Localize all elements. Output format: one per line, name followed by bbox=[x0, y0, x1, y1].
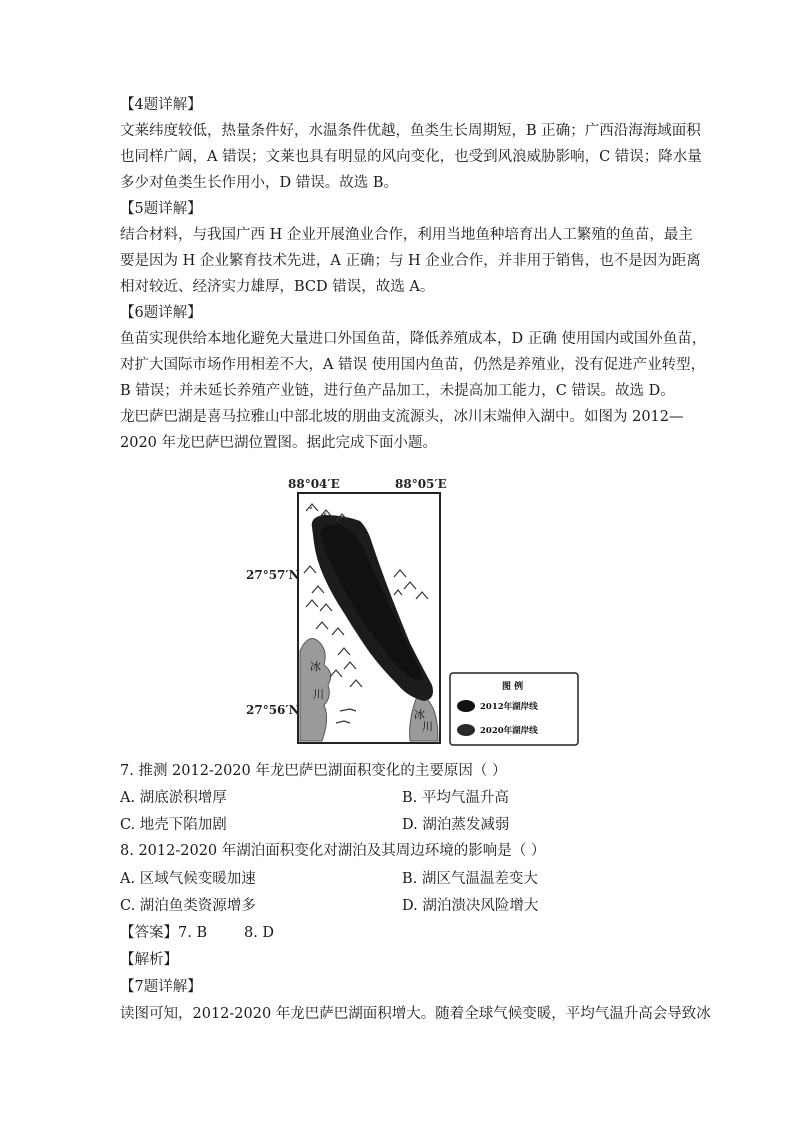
text-line: B 错误；并未延长养殖产业链，进行鱼产品加工，未提高加工能力，C 错误。故选 D。 bbox=[120, 383, 675, 399]
legend-swatch-2012 bbox=[457, 700, 475, 712]
text-line: 文莱纬度较低，热量条件好，水温条件优越，鱼类生长周期短，B 正确；广西沿海海域面积 bbox=[120, 123, 701, 139]
section-heading: 【6题详解】 bbox=[120, 305, 202, 321]
q7-option-a: A. 湖底淤积增厚 bbox=[120, 790, 227, 806]
q8-option-c: C. 湖泊鱼类资源增多 bbox=[120, 898, 256, 914]
section-heading: 【4题详解】 bbox=[120, 97, 202, 113]
question-8-stem: 8. 2012-2020 年湖泊面积变化对湖泊及其周边环境的影响是（ ） bbox=[120, 843, 546, 859]
q4-explanation bbox=[120, 92, 707, 456]
q7-option-b: B. 平均气温升高 bbox=[402, 790, 509, 806]
q7-option-c: C. 地壳下陷加剧 bbox=[120, 817, 227, 833]
legend-swatch-2020 bbox=[457, 724, 475, 736]
text-line: 要是因为 H 企业繁育技术先进，A 正确；与 H 企业合作，并非用于销售，也不是因为距离 bbox=[120, 253, 701, 269]
section-heading: 【5题详解】 bbox=[120, 201, 202, 217]
q7-explanation-line: 读图可知，2012-2020 年龙巴萨巴湖面积增大。随着全球气候变暖，平均气温升高会导致冰 bbox=[120, 1006, 711, 1022]
lake-location-map bbox=[240, 473, 580, 753]
text-line: 结合材料，与我国广西 H 企业开展渔业合作，利用当地鱼种培育出人工繁殖的鱼苗，最主 bbox=[120, 227, 693, 243]
glacier-label-char: 冰 bbox=[414, 708, 425, 721]
text-line: 鱼苗实现供给本地化避免大量进口外国鱼苗，降低养殖成本，D 正确 使用国内或国外鱼苗， bbox=[120, 331, 707, 347]
latitude-label-top: 27°57′N bbox=[246, 568, 300, 582]
text-line: 多少对鱼类生长作用小，D 错误。故选 B。 bbox=[120, 175, 398, 191]
legend-label-2012: 2012年湖岸线 bbox=[480, 702, 538, 712]
legend-label-2020: 2020年湖岸线 bbox=[480, 726, 538, 736]
answer-line: 【答案】7. B 8. D bbox=[120, 925, 275, 941]
glacier-label-char: 川 bbox=[422, 720, 433, 733]
q8-option-d: D. 湖泊溃决风险增大 bbox=[402, 898, 539, 914]
glacier-label-char: 冰 bbox=[310, 660, 321, 673]
text-line: 对扩大国际市场作用相差不大，A 错误 使用国内鱼苗，仍然是养殖业，没有促进产业转型， bbox=[120, 357, 706, 373]
glacier-label-char: 川 bbox=[313, 688, 324, 701]
legend-title: 图 例 bbox=[502, 682, 524, 692]
latitude-label-bottom: 27°56′N bbox=[246, 703, 300, 717]
text-line: 2020 年龙巴萨巴湖位置图。据此完成下面小题。 bbox=[120, 435, 438, 451]
longitude-label-left: 88°04′E bbox=[288, 477, 340, 491]
text-line: 龙巴萨巴湖是喜马拉雅山中部北坡的朋曲支流源头，冰川末端伸入湖中。如图为 2012— bbox=[120, 409, 684, 425]
q8-option-b: B. 湖区气温温差变大 bbox=[402, 871, 538, 887]
longitude-label-right: 88°05′E bbox=[395, 477, 447, 491]
question-7-stem: 7. 推测 2012-2020 年龙巴萨巴湖面积变化的主要原因（ ） bbox=[120, 763, 507, 779]
text-line: 也同样广阔，A 错误；文莱也具有明显的风向变化，也受到风浪威胁影响，C 错误；降水量 bbox=[120, 149, 702, 165]
q7-explanation-heading: 【7题详解】 bbox=[120, 979, 202, 995]
q7-option-d: D. 湖泊蒸发减弱 bbox=[402, 817, 510, 833]
q8-option-a: A. 区域气候变暖加速 bbox=[120, 871, 256, 887]
analysis-heading: 【解析】 bbox=[120, 952, 178, 968]
text-line: 相对较近、经济实力雄厚，BCD 错误，故选 A。 bbox=[120, 279, 435, 295]
